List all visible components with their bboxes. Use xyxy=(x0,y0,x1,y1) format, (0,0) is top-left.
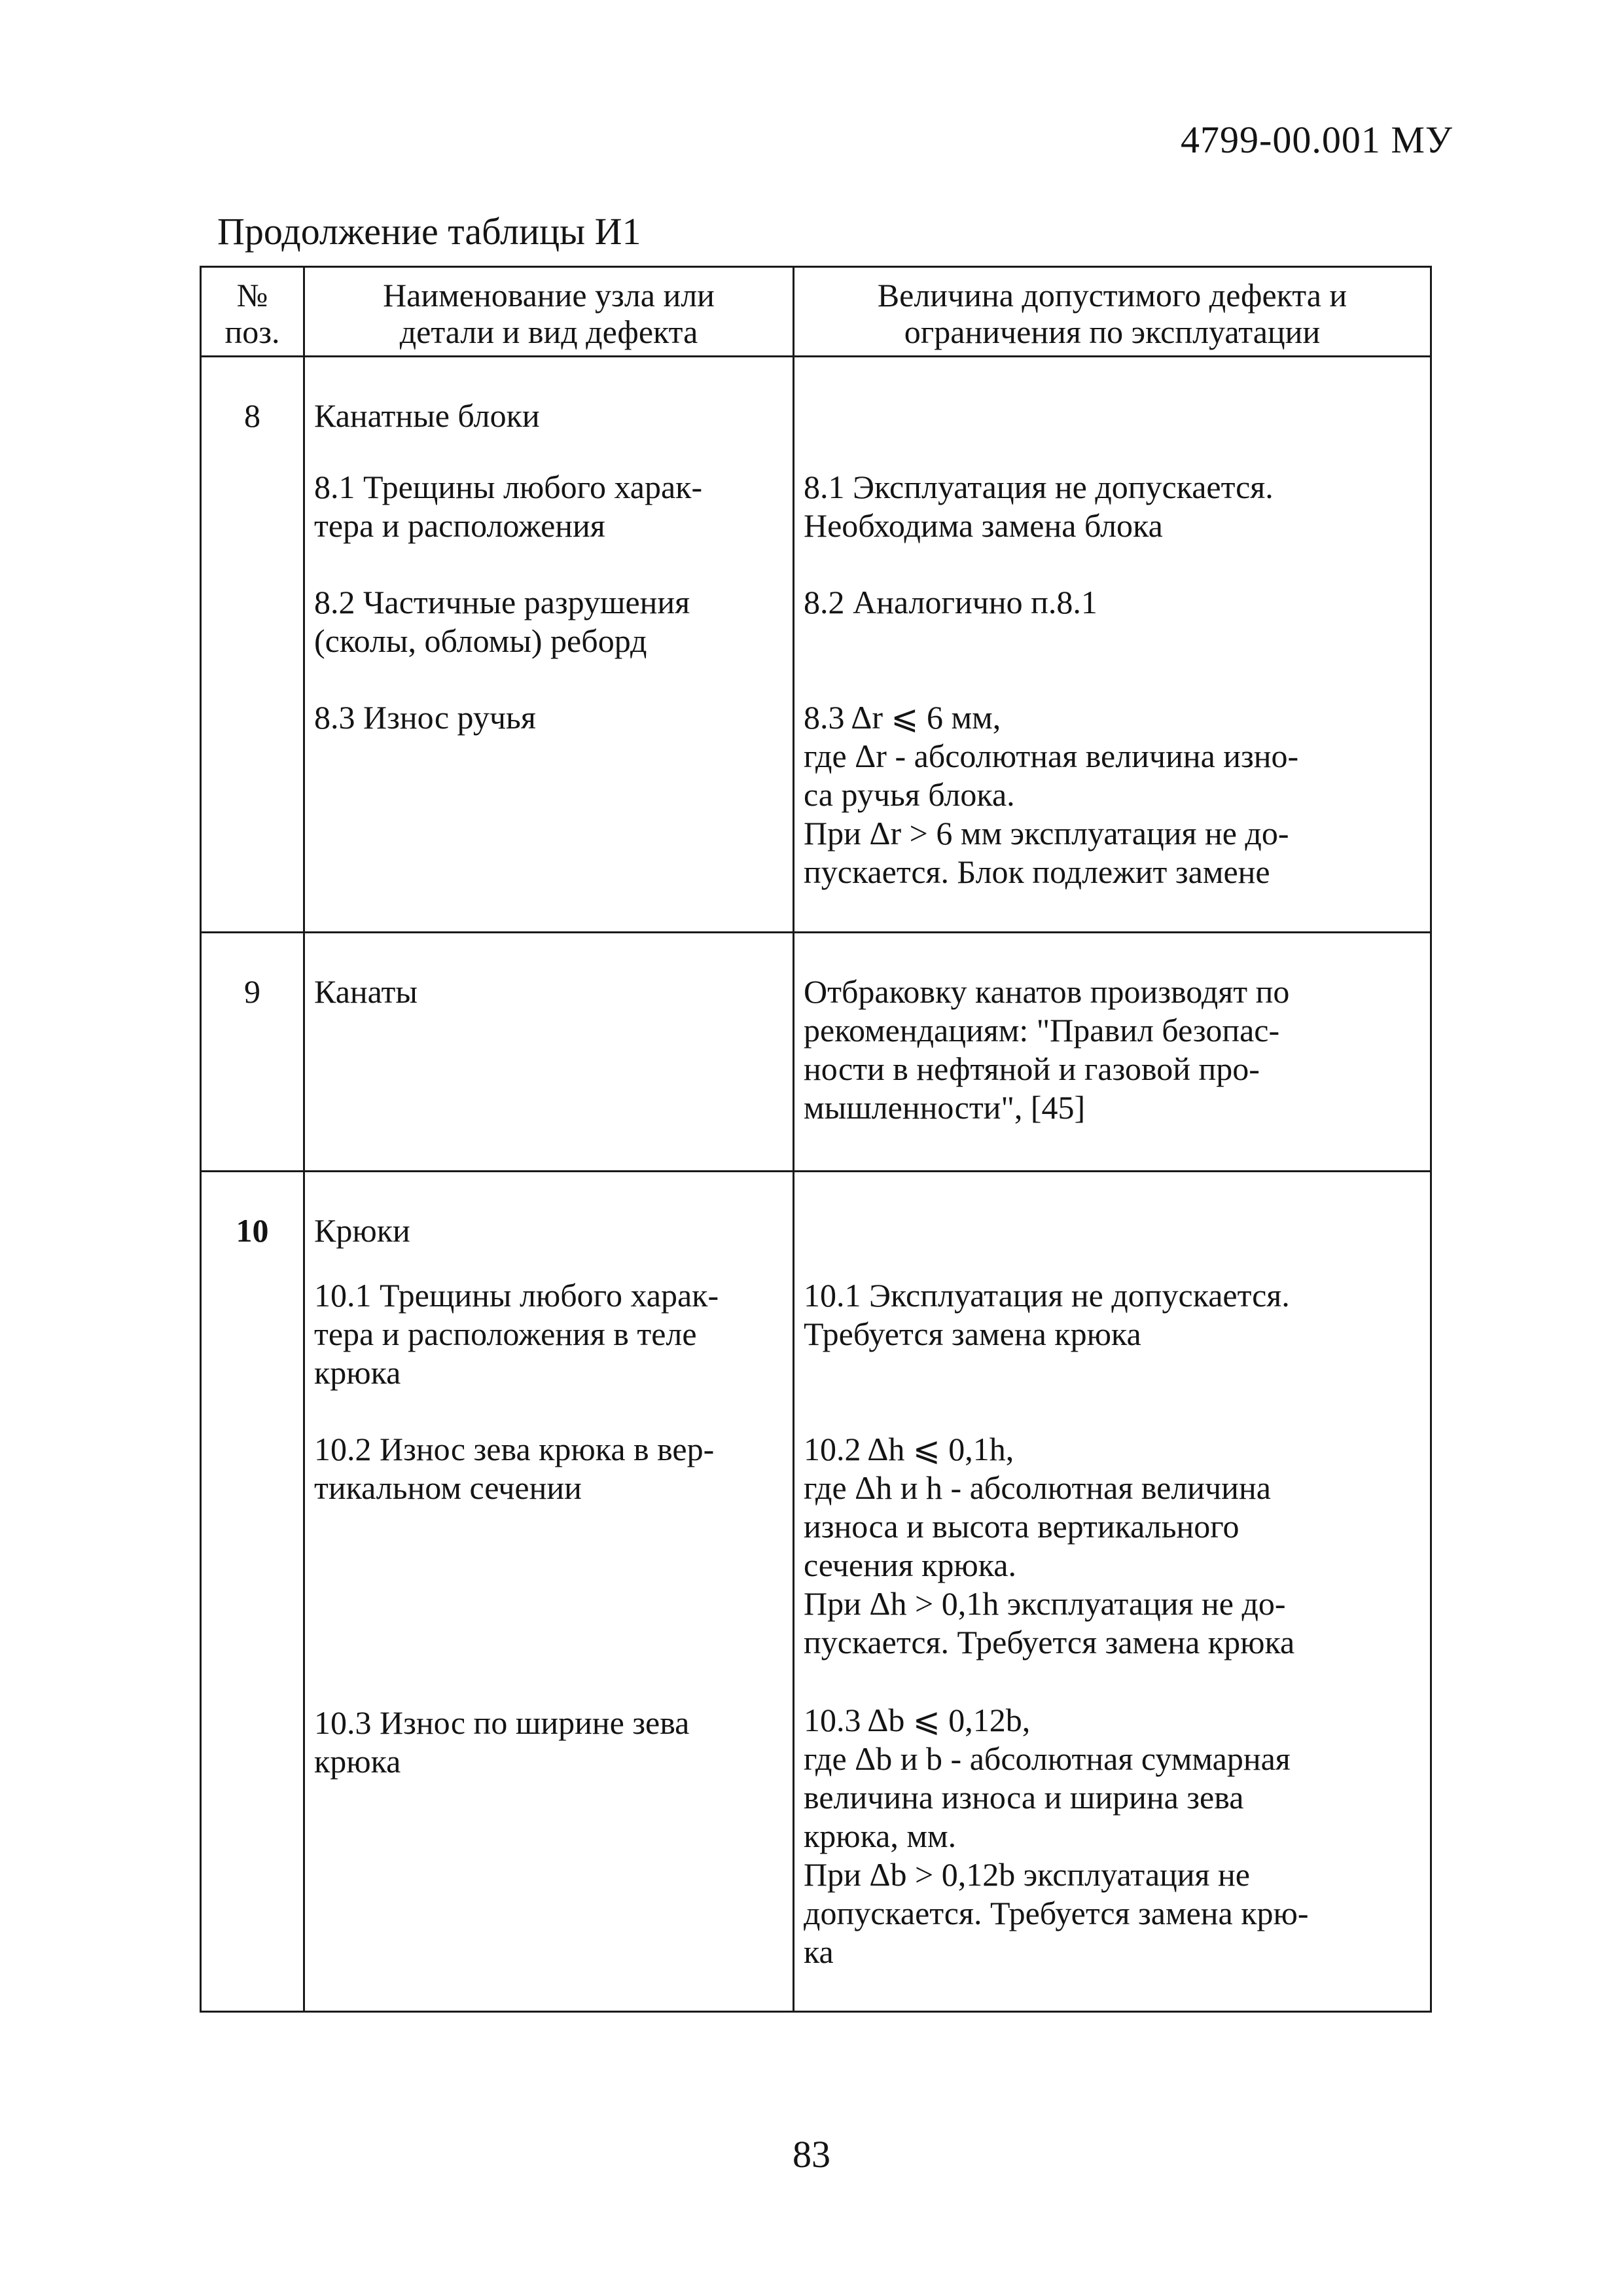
page-number: 83 xyxy=(793,2133,830,2176)
table-caption: Продолжение таблицы И1 xyxy=(217,210,641,253)
row-title: Канатные блоки xyxy=(314,397,540,434)
defect-10-3: 10.3 Износ по ширине зева крюка xyxy=(314,1704,690,1780)
limit-10-2: 10.2 Δh ⩽ 0,1h, где Δh и h - абсолютная величина износа и высота вертикального сечения крюка. При Δh > 0,1h эксплуатация не до- пускается. Требуется замена крюка xyxy=(804,1431,1295,1660)
defect-8-3: 8.3 Износ ручья xyxy=(314,699,536,736)
column-header-limit: Величина допустимого дефекта и ограничения по эксплуатации xyxy=(794,267,1431,357)
row-number: 9 xyxy=(201,933,304,1172)
row-limit-cell xyxy=(794,1172,1431,2012)
table-row xyxy=(201,933,1431,1172)
limit-8-2: 8.2 Аналогично п.8.1 xyxy=(804,584,1097,620)
row-title: Канаты xyxy=(314,973,418,1010)
row-name-cell xyxy=(304,933,794,1172)
limit-10-3: 10.3 Δb ⩽ 0,12b, где Δb и b - абсолютная суммарная величина износа и ширина зева крюка, мм. При Δb > 0,12b эксплуатация не допускается. Требуется замена крю- ка xyxy=(804,1702,1309,1970)
document-code: 4799-00.001 МУ xyxy=(1181,118,1453,161)
row-limit-cell xyxy=(794,933,1431,1172)
limit-10-1: 10.1 Эксплуатация не допускается. Требуется замена крюка xyxy=(804,1277,1290,1352)
limit-8-3: 8.3 Δr ⩽ 6 мм, где Δr - абсолютная величина изно- са ручья блока. При Δr > 6 мм эксплуатация не до- пускается. Блок подлежит замене xyxy=(804,699,1299,890)
row-number: 10 xyxy=(201,1172,304,2012)
defects-table xyxy=(200,266,1432,2013)
row-name-cell xyxy=(304,1172,794,2012)
row-number: 8 xyxy=(201,357,304,933)
limit-9: Отбраковку канатов производят по рекомендациям: "Правил безопас- ности в нефтяной и газовой про- мышленности", [45] xyxy=(804,973,1290,1126)
defect-10-1: 10.1 Трещины любого харак- тера и расположения в теле крюка xyxy=(314,1277,719,1391)
defect-8-2: 8.2 Частичные разрушения (сколы, обломы) реборд xyxy=(314,584,690,659)
column-header-name: Наименование узла или детали и вид дефекта xyxy=(304,267,794,357)
row-name-cell xyxy=(304,357,794,933)
row-limit-cell xyxy=(794,357,1431,933)
column-header-number: № поз. xyxy=(201,267,304,357)
limit-8-1: 8.1 Эксплуатация не допускается. Необходима замена блока xyxy=(804,469,1274,544)
table-row xyxy=(201,357,1431,933)
table-row xyxy=(201,1172,1431,2012)
row-title: Крюки xyxy=(314,1212,410,1249)
table-header-row xyxy=(201,267,1431,357)
defect-10-2: 10.2 Износ зева крюка в вер- тикальном сечении xyxy=(314,1431,715,1506)
defect-8-1: 8.1 Трещины любого харак- тера и расположения xyxy=(314,469,703,544)
